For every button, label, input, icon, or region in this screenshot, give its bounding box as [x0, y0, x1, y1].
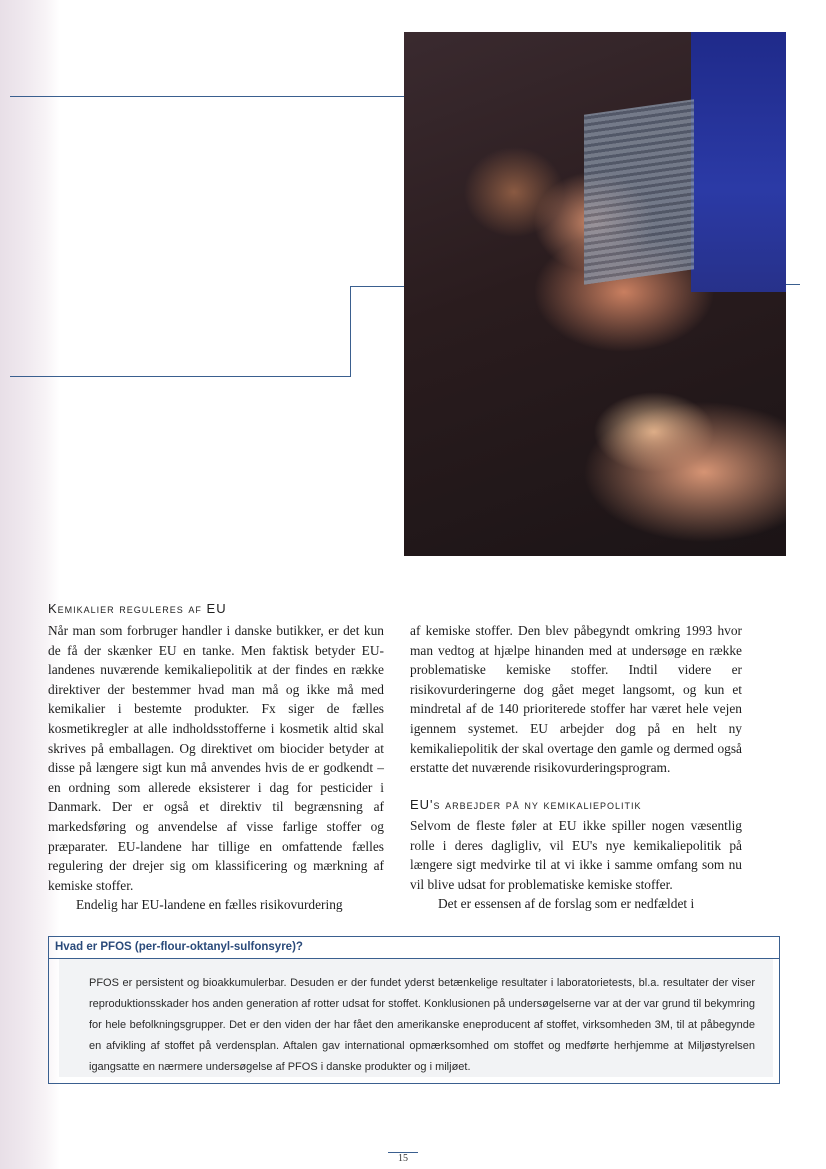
- section-heading-eu-regulation: Kemikalier reguleres af EU: [48, 601, 227, 616]
- info-box-title: Hvad er PFOS (per-flour-oktanyl-sulfonsyre)?: [49, 937, 779, 959]
- right-column-text-2: [410, 816, 742, 914]
- info-box-body: PFOS er persistent og bioakkumulerbar. Desuden er der fundet yderst betænkelige resultater i laboratorietests, bl.a. resultater der viser reproduktionsskader hos anden generation af rotter udsat for stoffet. Konklusionen på undersøgelserne var at der var grund til bekymring for hele befolkningsgrupper. Det er den viden der har fået den amerikanske eneproducent af stoffet, virksomheden 3M, til at påbegynde en afvikling af stoffet på verdensplan. Aftalen gav international opmærksomhed om stoffet og medførte herhjemme at Miljøstyrelsen igangsatte en nærmere undersøgelse af PFOS i danske produkter og i miljøet.: [59, 959, 773, 1077]
- pfos-info-box: [48, 936, 780, 1084]
- right-column-text: [410, 621, 742, 778]
- left-column-text: [48, 621, 384, 915]
- left-paragraph: Når man som forbruger handler i danske butikker, er det kun de få der skænker EU en tanke. Men faktisk betyder EU-landenes nuværende kemikaliepolitik at der findes en række direktiver der bestemmer hvad man må og ikke må med kemikalier i bestemte produkter. Fx siger de fælles kosmetikregler at alle indholdsstofferne i kosmetik altid skal skrives på emballagen. Og direktivet om biocider betyder at disse på længere sigt kun må anvendes hvis de er godkendt – en ordning som allerede eksisterer i dag for pesticider i Danmark. Der er også et direktiv til begrænsning af markedsføring og anvendelse af visse farlige stoffer og præparater. EU-landene har tillige en omfattende fælles regulering der drejer sig om klassificering og mærkning af kemiske stoffer.: [48, 623, 384, 893]
- right-paragraph: af kemiske stoffer. Den blev påbegyndt omkring 1993 hvor man vedtog at hjælpe hinanden med at undersøge en række problematiske kemiske stoffer. Indtil videre er risikovurderingerne dog gået meget langsomt, og kun et mindretal af de 140 prioriterede stoffer har været hele vejen igennem systemet. EU arbejder dog på en helt ny kemikaliepolitik der skal overtage den gamle og dermed også erstatte det nuværende risikovurderingsprogram.: [410, 623, 742, 776]
- right-paragraph-2: Selvom de fleste føler at EU ikke spiller nogen væsentlig rolle i deres dagligliv, vil EU's nye kemikaliepolitik på længere sigt medvirke til at vi ikke i samme omfang som nu vil blive udsat for problematiske kemiske stoffer.: [410, 818, 742, 892]
- children-photo: [404, 32, 786, 556]
- photo-sky: [691, 32, 786, 292]
- rule-mid-vertical: [350, 286, 351, 376]
- page-number: 15: [388, 1152, 418, 1167]
- rule-bottom: [10, 376, 351, 377]
- rule-mid-horizontal: [350, 286, 406, 287]
- rule-right-stub: [786, 284, 800, 285]
- section-heading-new-policy: EU's arbejder på ny kemikaliepolitik: [410, 797, 642, 812]
- left-paragraph-continued: Endelig har EU-landene en fælles risikovurdering: [76, 897, 343, 913]
- rule-top: [10, 96, 412, 97]
- right-paragraph-3: Det er essensen af de forslag som er nedfældet i: [438, 896, 695, 912]
- photo-window-shutter: [584, 99, 694, 284]
